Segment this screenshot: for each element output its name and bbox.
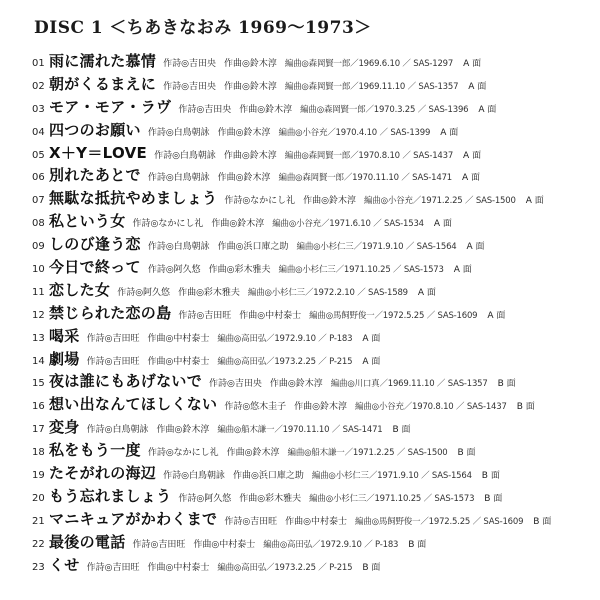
lyricist-credit: 作詩◎吉田央 [209,379,262,390]
arranger-credit: 編曲◎高田弘 [217,356,267,367]
track-row [32,73,592,96]
side-label: A 面 [462,173,481,184]
composer-credit: 作曲◎彩木雅夫 [208,265,271,276]
arranger-credit: 編曲◎船木謙一 [217,425,275,436]
release-info: ／1973.2.25 ／ P-215 [266,356,353,367]
track-row [32,164,592,187]
track-number: 16 [32,401,45,413]
side-label: A 面 [453,265,472,276]
composer-credit: 作曲◎鈴木淳 [156,425,210,436]
track-title: モア・モア・ラヴ [49,97,172,116]
track-title: もう忘れましょう [49,486,172,505]
disc-header [34,13,372,38]
arranger-credit: 編曲◎船木謙一 [287,448,345,459]
track-row [32,233,592,256]
composer-credit: 作曲◎鈴木淳 [217,127,271,138]
track-row [32,439,592,462]
side-label: A 面 [362,356,381,367]
release-info: ／1972.9.10 ／ P-183 [266,333,353,344]
track-number: 21 [32,515,45,527]
track-title: 禁じられた恋の島 [49,303,172,322]
track-number: 13 [32,332,45,344]
track-number: 14 [32,355,45,367]
arranger-credit: 編曲◎小杉仁三 [278,265,336,276]
track-row [32,142,592,165]
lyricist-credit: 作詩◎吉田旺 [86,333,140,344]
arranger-credit: 編曲◎小杉仁三 [296,242,354,253]
lyricist-credit: 作詩◎吉田旺 [132,539,186,550]
composer-credit: 作曲◎彩木雅夫 [178,287,240,298]
release-info: ／1973.2.25 ／ P-215 [266,562,353,573]
track-list [32,50,592,576]
composer-credit: 作曲◎鈴木淳 [217,173,271,184]
lyricist-credit: 作詩◎なかにし礼 [147,448,219,459]
composer-credit: 作曲◎鈴木淳 [239,104,293,115]
track-row [32,279,592,302]
track-title: 今日で終って [49,258,141,277]
side-label: A 面 [362,333,381,344]
release-info: ／1970.11.10 ／ SAS-1471 [274,425,383,436]
release-info: ／1970.3.25 ／ SAS-1396 [365,104,469,115]
side-label: A 面 [463,59,482,69]
release-info: ／1972.9.10 ／ P-183 [311,539,399,550]
composer-credit: 作曲◎鈴木淳 [223,150,277,161]
track-title: しのび逢う恋 [49,235,141,254]
track-row [32,348,592,371]
track-title: 朝がくるまえに [49,74,157,93]
track-title: 喝采 [49,326,80,345]
release-info: ／1971.10.25 ／ SAS-1573 [366,493,475,504]
track-number: 18 [32,447,45,459]
composer-credit: 作曲◎鈴木淳 [294,402,348,413]
side-label: A 面 [433,219,452,230]
composer-credit: 作曲◎鈴木淳 [211,219,265,230]
side-label: A 面 [478,104,497,115]
lyricist-credit: 作詩◎白鳥朝詠 [147,127,210,138]
track-number: 02 [32,80,45,92]
lyricist-credit: 作詩◎悠木圭子 [224,402,287,413]
side-label: B 面 [484,493,503,504]
lyricist-credit: 作詩◎阿久悠 [117,287,171,298]
composer-credit: 作曲◎鈴木淳 [223,81,277,92]
track-title: 無駄な抵抗やめましょう [49,189,218,208]
track-title: 最後の電話 [49,532,126,551]
lyricist-credit: 作詩◎吉田旺 [224,516,278,527]
track-row [32,256,592,279]
side-label: A 面 [466,242,485,253]
release-info: ／1969.11.10 ／ SAS-1357 [350,81,459,92]
lyricist-credit: 作詩◎白鳥朝詠 [154,150,216,161]
arranger-credit: 編曲◎小杉仁三 [309,493,367,504]
release-info: ／1971.9.10 ／ SAS-1564 [353,242,457,253]
lyricist-credit: 作詩◎吉田旺 [86,562,140,573]
lyricist-credit: 作詩◎白鳥朝詠 [163,471,225,482]
composer-credit: 作曲◎中村泰士 [193,539,256,550]
track-title: マニキュアがかわくまで [49,509,218,528]
track-title: 四つのお願い [49,120,141,139]
track-row [32,462,592,485]
track-number: 01 [32,58,45,69]
track-number: 12 [32,309,45,321]
release-info: ／1970.4.10 ／ SAS-1399 [327,127,431,138]
arranger-credit: 編曲◎小杉仁三 [311,471,369,482]
composer-credit: 作曲◎鈴木淳 [226,448,280,459]
lyricist-credit: 作詩◎なかにし礼 [224,196,296,207]
arranger-credit: 編曲◎小杉仁三 [247,287,305,298]
track-number: 23 [32,561,45,573]
track-row [32,370,592,393]
lyricist-credit: 作詩◎吉田央 [178,104,232,115]
track-title: たそがれの海辺 [49,464,157,483]
side-label: B 面 [457,448,476,459]
track-row [32,96,592,119]
track-number: 05 [32,149,45,161]
arranger-credit: 編曲◎森岡賢一郎 [284,81,351,92]
track-number: 06 [32,172,45,184]
arranger-credit: 編曲◎森岡賢一郎 [278,173,344,184]
track-title: 私をもう一度 [49,441,141,460]
track-row [32,393,592,416]
arranger-credit: 編曲◎高田弘 [263,539,312,550]
track-number: 07 [32,195,45,207]
track-number: 15 [32,378,45,390]
arranger-credit: 編曲◎馬飼野俊一 [355,516,421,527]
release-info: ／1972.5.25 ／ SAS-1609 [420,516,524,527]
arranger-credit: 編曲◎小谷充 [364,196,413,207]
track-title: 夜は誰にもあげないで [49,372,203,391]
track-row [32,187,592,210]
track-title: X＋Y＝LOVE [49,143,148,162]
lyricist-credit: 作詩◎吉田旺 [178,310,232,321]
release-info: ／1970.8.10 ／ SAS-1437 [403,402,507,413]
arranger-credit: 編曲◎小谷充 [355,402,404,413]
track-number: 22 [32,538,45,550]
track-title: 劇場 [49,349,80,368]
side-label: B 面 [408,539,427,550]
side-label: B 面 [392,425,411,436]
track-title: 恋した女 [49,280,111,299]
side-label: A 面 [525,196,544,207]
lyricist-credit: 作詩◎阿久悠 [147,265,201,276]
track-row [32,531,592,554]
release-info: ／1971.9.10 ／ SAS-1564 [368,471,472,482]
lyricist-credit: 作詩◎白鳥朝詠 [86,425,149,436]
track-number: 09 [32,241,45,253]
track-row [32,119,592,142]
lyricist-credit: 作詩◎吉田央 [163,81,216,92]
release-info: ／1969.11.10 ／ SAS-1357 [379,379,488,390]
composer-credit: 作曲◎彩木雅夫 [239,493,302,504]
track-number: 19 [32,470,45,482]
arranger-credit: 編曲◎小谷充 [278,127,328,138]
side-label: A 面 [487,310,506,321]
track-title: 別れたあとで [49,166,141,185]
release-info: ／1969.6.10 ／ SAS-1297 [350,59,454,69]
release-info: ／1970.8.10 ／ SAS-1437 [350,150,454,161]
side-label: A 面 [417,287,436,298]
track-row [32,485,592,508]
side-label: B 面 [497,379,516,390]
lyricist-credit: 作詩◎吉田央 [163,59,216,69]
track-row [32,50,592,73]
side-label: A 面 [468,81,487,92]
release-info: ／1970.11.10 ／ SAS-1471 [343,173,452,184]
track-row [32,325,592,348]
release-info: ／1971.2.25 ／ SAS-1500 [344,448,448,459]
arranger-credit: 編曲◎高田弘 [217,333,267,344]
lyricist-credit: 作詩◎白鳥朝詠 [147,242,210,253]
disc-label: DISC 1 [34,18,104,38]
track-number: 17 [32,424,45,436]
release-info: ／1971.2.25 ／ SAS-1500 [412,196,516,207]
release-info: ／1972.5.25 ／ SAS-1609 [374,310,478,321]
arranger-credit: 編曲◎森岡賢一郎 [300,104,366,115]
track-row [32,508,592,531]
composer-credit: 作曲◎鈴木淳 [223,59,277,69]
arranger-credit: 編曲◎馬飼野俊一 [309,310,375,321]
track-title: 想い出なんてほしくない [49,395,218,414]
track-number: 03 [32,103,45,115]
lyricist-credit: 作詩◎白鳥朝詠 [147,173,210,184]
release-info: ／1971.6.10 ／ SAS-1534 [320,219,424,230]
track-number: 10 [32,264,45,276]
arranger-credit: 編曲◎高田弘 [217,562,267,573]
track-row [32,416,592,439]
arranger-credit: 編曲◎小谷充 [272,219,321,230]
arranger-credit: 編曲◎川口真 [330,379,380,390]
side-label: B 面 [362,562,381,573]
track-number: 11 [32,286,45,298]
track-number: 08 [32,218,45,230]
track-title: 私という女 [49,212,126,231]
lyricist-credit: 作詩◎吉田旺 [86,356,140,367]
side-label: B 面 [516,402,535,413]
composer-credit: 作曲◎浜口庫之助 [217,242,289,253]
composer-credit: 作曲◎鈴木淳 [269,379,323,390]
lyricist-credit: 作詩◎なかにし礼 [132,219,204,230]
arranger-credit: 編曲◎森岡賢一郎 [284,59,351,69]
track-title: 変身 [49,418,80,437]
composer-credit: 作曲◎中村泰士 [147,333,210,344]
side-label: A 面 [440,127,459,138]
release-info: ／1971.10.25 ／ SAS-1573 [335,265,444,276]
track-row [32,210,592,233]
composer-credit: 作曲◎中村泰士 [239,310,302,321]
track-number: 04 [32,126,45,138]
disc-subtitle: ＜ちあきなおみ 1969〜1973＞ [109,18,372,38]
lyricist-credit: 作詩◎阿久悠 [178,493,232,504]
composer-credit: 作曲◎浜口庫之助 [232,471,304,482]
arranger-credit: 編曲◎森岡賢一郎 [284,150,351,161]
track-row [32,302,592,325]
release-info: ／1972.2.10 ／ SAS-1589 [304,287,408,298]
composer-credit: 作曲◎中村泰士 [285,516,348,527]
track-number: 20 [32,492,45,504]
track-title: 雨に濡れた慕情 [49,52,157,70]
composer-credit: 作曲◎鈴木淳 [303,196,357,207]
side-label: B 面 [533,516,552,527]
composer-credit: 作曲◎中村泰士 [147,356,210,367]
composer-credit: 作曲◎中村泰士 [147,562,210,573]
track-row [32,554,592,577]
track-title: くせ [49,555,80,574]
side-label: A 面 [463,150,482,161]
side-label: B 面 [481,471,500,482]
